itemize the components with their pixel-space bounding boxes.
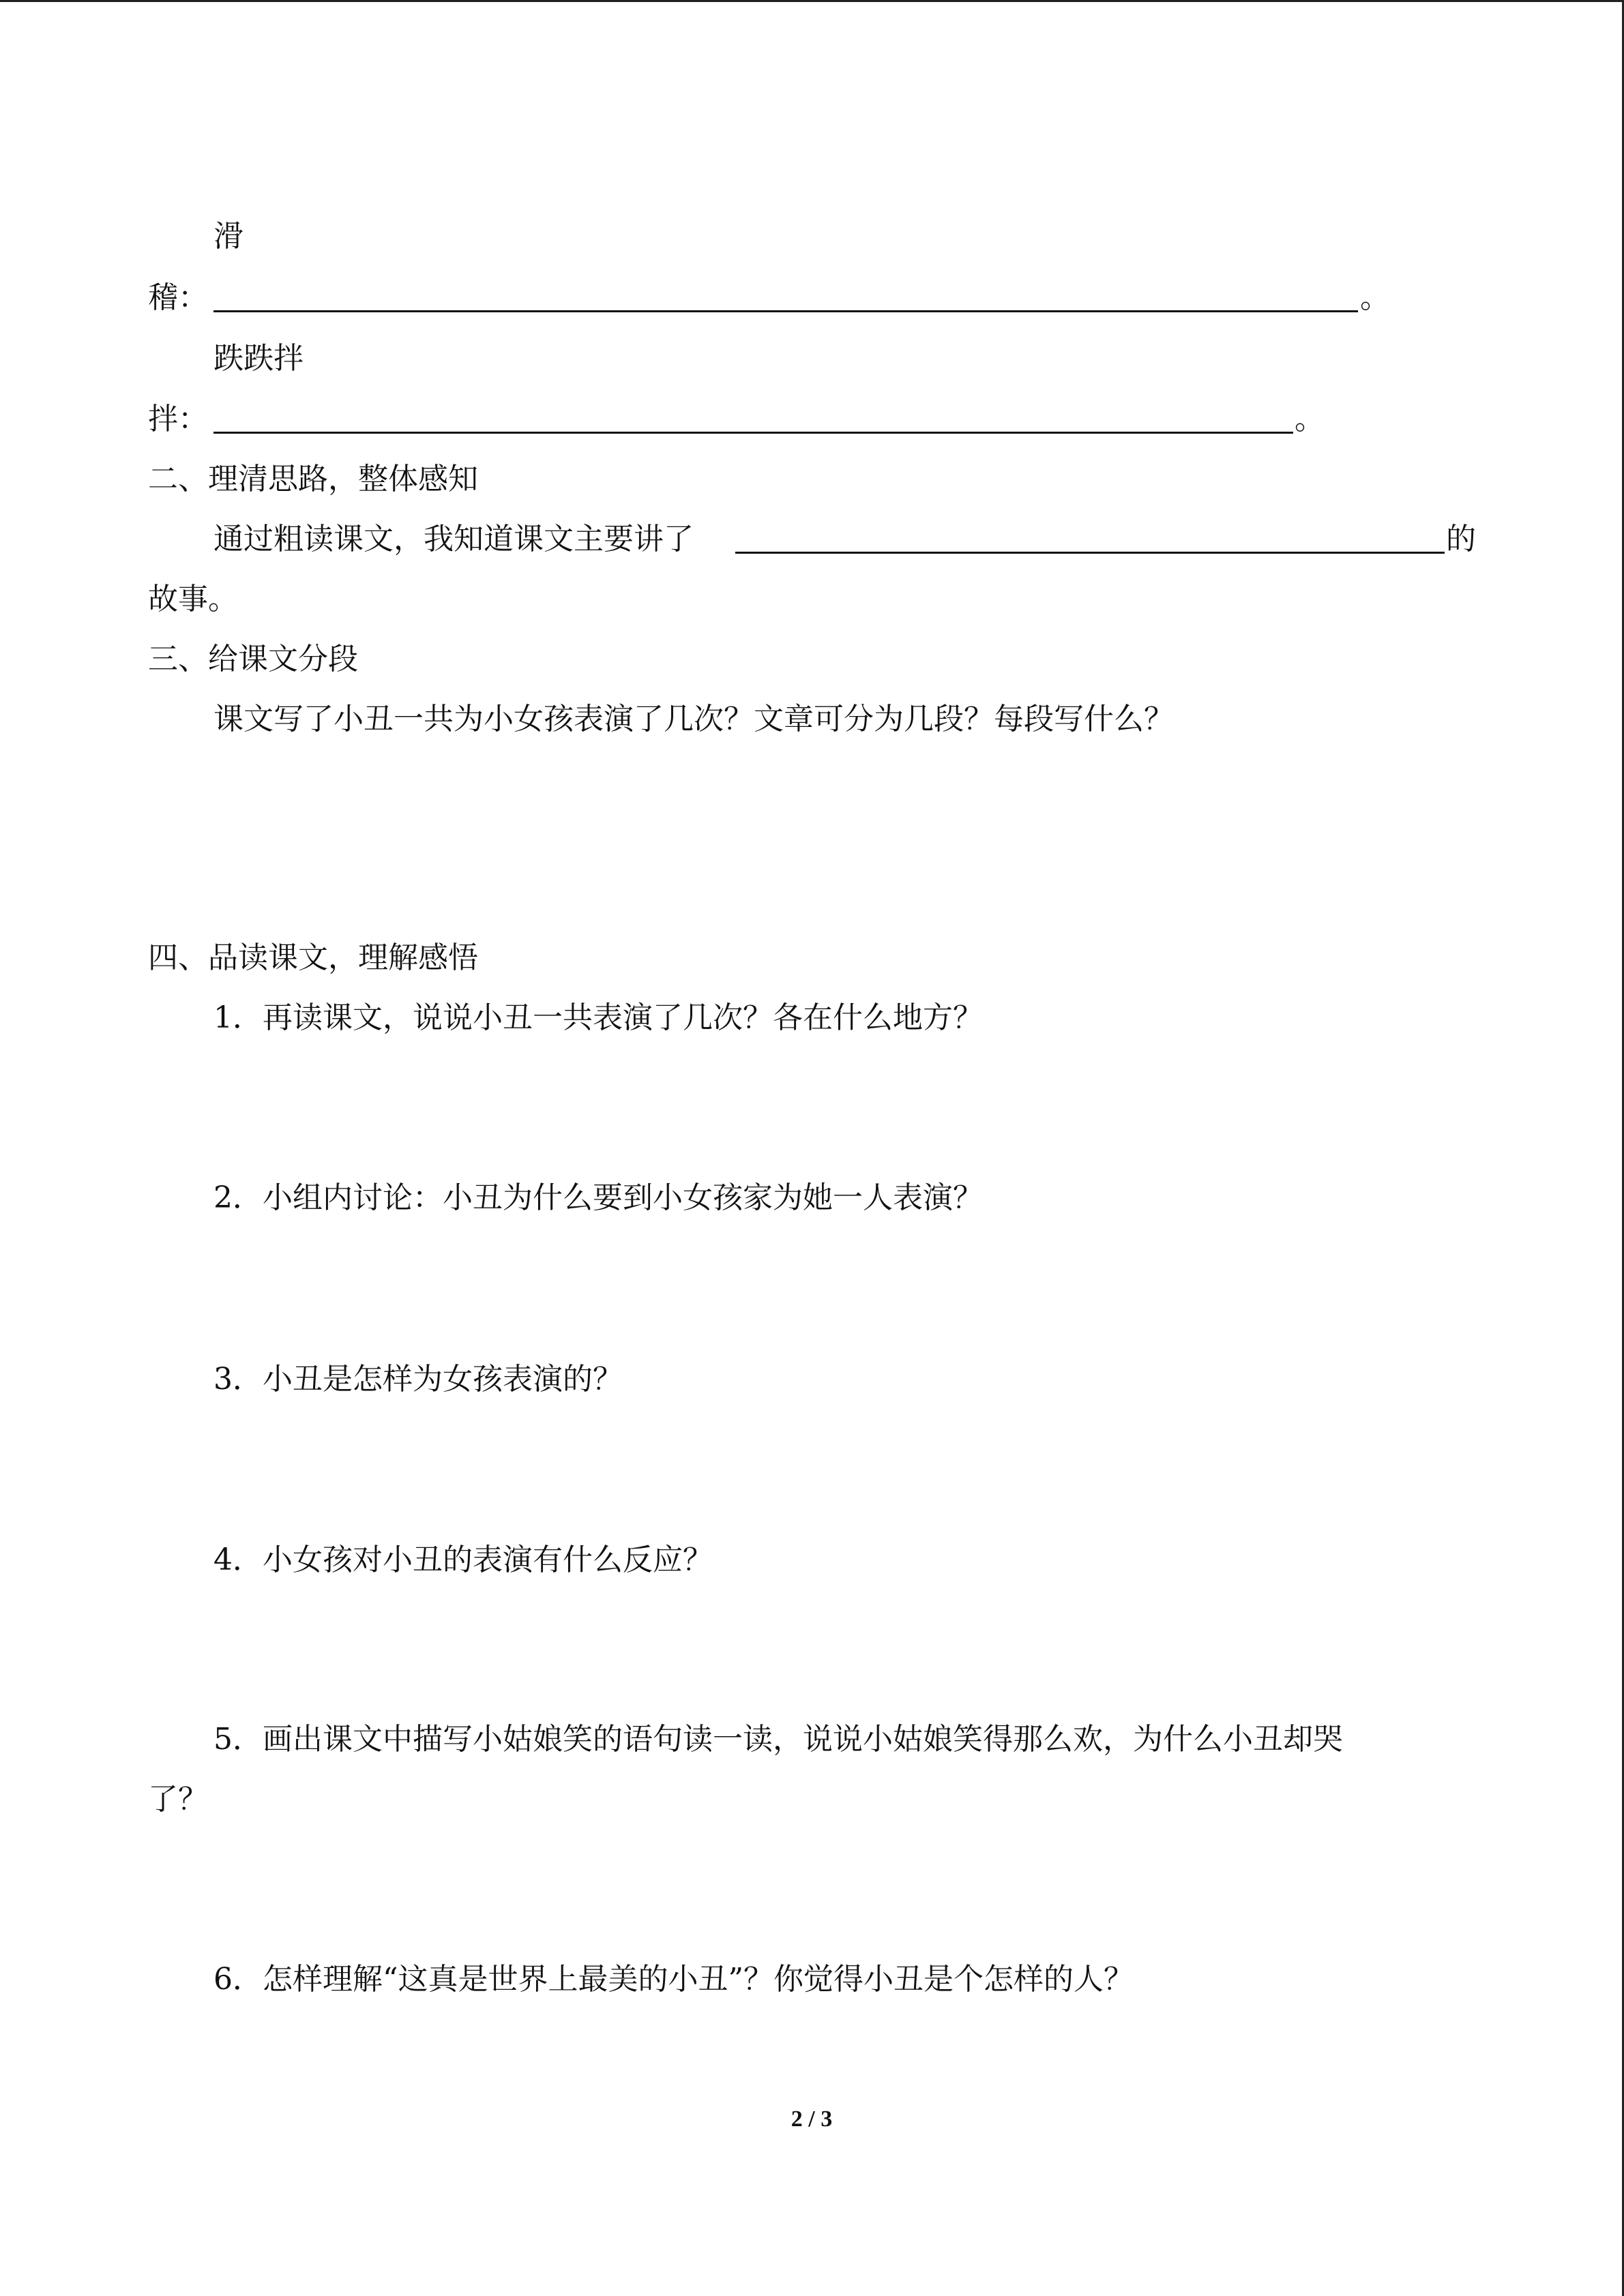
page-number: 2 / 3 [791,2106,833,2132]
question-5-continued: 了？ [148,1782,208,1817]
question-2: 2．小组内讨论：小丑为什么要到小女孩家为她一人表演？ [213,1180,983,1215]
summary-sentence-end: 的 [1446,522,1476,556]
summary-blank[interactable] [735,552,1445,554]
vocab-word-2-line1: 跌跌拌 [213,341,304,376]
section-3-heading: 三、给课文分段 [148,642,358,676]
section-2-heading: 二、理清思路，整体感知 [148,462,478,496]
summary-sentence-start: 通过粗读课文，我知道课文主要讲了 [213,522,694,556]
vocab-end-1: 。 [1360,280,1390,315]
answer-blank-2[interactable] [213,432,1293,434]
section-4-heading: 四、品读课文，理解感悟 [148,940,478,975]
section-3-question: 课文写了小丑一共为小女孩表演了几次？文章可分为几段？每段写什么？ [213,702,1174,736]
answer-blank-1[interactable] [213,310,1358,312]
vocab-word-1-line1: 滑 [213,219,243,254]
question-1: 1．再读课文，说说小丑一共表演了几次？各在什么地方？ [213,1000,983,1035]
summary-sentence-continued: 故事。 [148,582,238,616]
question-3: 3．小丑是怎样为女孩表演的？ [213,1362,623,1397]
question-4: 4．小女孩对小丑的表演有什么反应？ [213,1542,713,1577]
question-5: 5．画出课文中描写小姑娘笑的语句读一读，说说小姑娘笑得那么欢，为什么小丑却哭 [213,1722,1343,1757]
vocab-end-2: 。 [1295,402,1325,436]
vocab-word-1-line2: 稽： [148,280,208,315]
question-6: 6．怎样理解“这真是世界上最美的小丑”？你觉得小丑是个怎样的人？ [213,1962,1134,1997]
vocab-word-2-line2: 拌： [148,402,208,436]
